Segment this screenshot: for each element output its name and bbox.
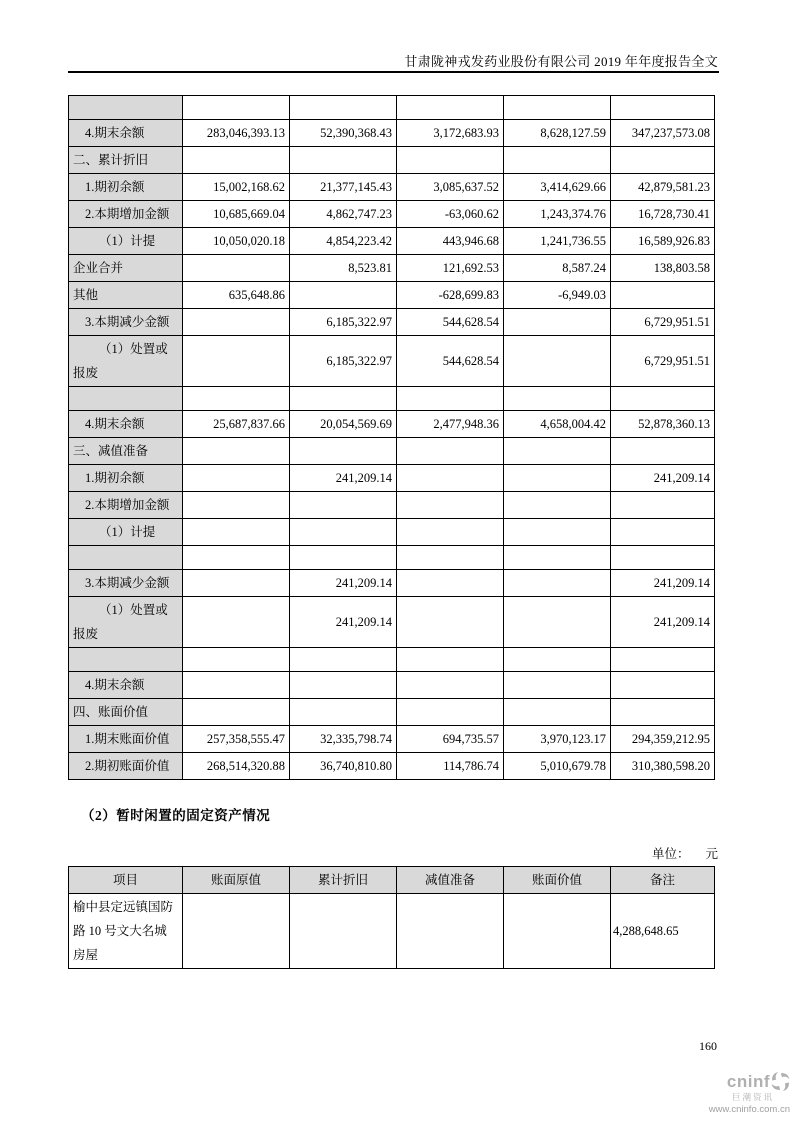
value-cell bbox=[290, 894, 397, 969]
table-row bbox=[69, 282, 715, 309]
value-cell: 138,803.58 bbox=[611, 255, 715, 282]
value-cell bbox=[183, 699, 290, 726]
row-label-cell: 1.期初余额 bbox=[69, 465, 183, 492]
value-cell bbox=[290, 699, 397, 726]
value-cell bbox=[504, 492, 611, 519]
value-cell: 544,628.54 bbox=[397, 336, 504, 387]
value-cell bbox=[611, 519, 715, 546]
unit-line bbox=[68, 844, 718, 862]
value-cell: 1,243,374.76 bbox=[504, 201, 611, 228]
value-cell bbox=[504, 597, 611, 648]
value-cell bbox=[183, 465, 290, 492]
value-cell bbox=[397, 894, 504, 969]
value-cell: 3,970,123.17 bbox=[504, 726, 611, 753]
value-cell bbox=[611, 147, 715, 174]
fixed-assets-table bbox=[68, 95, 715, 780]
value-cell bbox=[504, 147, 611, 174]
table-row bbox=[69, 648, 715, 672]
logo-brand-row bbox=[704, 1072, 790, 1091]
value-cell: 4,658,004.42 bbox=[504, 411, 611, 438]
value-cell: 6,185,322.97 bbox=[290, 336, 397, 387]
idle-assets-tbody bbox=[69, 894, 715, 969]
value-cell bbox=[397, 387, 504, 411]
value-cell: 121,692.53 bbox=[397, 255, 504, 282]
value-cell: 6,729,951.51 bbox=[611, 309, 715, 336]
value-cell: 52,878,360.13 bbox=[611, 411, 715, 438]
value-cell bbox=[290, 96, 397, 120]
value-cell: 268,514,320.88 bbox=[183, 753, 290, 780]
value-cell bbox=[611, 387, 715, 411]
value-cell bbox=[611, 699, 715, 726]
table-row bbox=[69, 570, 715, 597]
value-cell: 241,209.14 bbox=[290, 570, 397, 597]
table-row bbox=[69, 336, 715, 387]
table-row bbox=[69, 465, 715, 492]
column-header: 备注 bbox=[611, 867, 715, 894]
table-row bbox=[69, 96, 715, 120]
value-cell bbox=[504, 648, 611, 672]
value-cell: 8,587.24 bbox=[504, 255, 611, 282]
value-cell: 241,209.14 bbox=[290, 465, 397, 492]
value-cell bbox=[397, 672, 504, 699]
value-cell: 10,685,669.04 bbox=[183, 201, 290, 228]
table-row bbox=[69, 174, 715, 201]
row-label-cell: 4.期末余额 bbox=[69, 411, 183, 438]
value-cell: 25,687,837.66 bbox=[183, 411, 290, 438]
value-cell bbox=[290, 492, 397, 519]
row-label-cell bbox=[69, 387, 183, 411]
row-label-cell bbox=[69, 96, 183, 120]
table-row bbox=[69, 546, 715, 570]
unit-label: 单位： bbox=[651, 847, 690, 861]
value-cell bbox=[504, 894, 611, 969]
value-cell bbox=[397, 96, 504, 120]
swirl-icon bbox=[771, 1072, 790, 1091]
page-number: 160 bbox=[699, 1039, 717, 1053]
value-cell bbox=[611, 282, 715, 309]
value-cell bbox=[183, 492, 290, 519]
table-row bbox=[69, 726, 715, 753]
value-cell bbox=[397, 597, 504, 648]
row-label-cell: 2.期初账面价值 bbox=[69, 753, 183, 780]
value-cell bbox=[397, 546, 504, 570]
table-row bbox=[69, 309, 715, 336]
value-cell bbox=[183, 309, 290, 336]
table-row bbox=[69, 201, 715, 228]
table-row bbox=[69, 387, 715, 411]
value-cell: 1,241,736.55 bbox=[504, 228, 611, 255]
unit-value: 元 bbox=[705, 847, 718, 861]
value-cell bbox=[290, 672, 397, 699]
value-cell: 21,377,145.43 bbox=[290, 174, 397, 201]
value-cell: 114,786.74 bbox=[397, 753, 504, 780]
column-header: 账面价值 bbox=[504, 867, 611, 894]
value-cell: 20,054,569.69 bbox=[290, 411, 397, 438]
value-cell: 8,523.81 bbox=[290, 255, 397, 282]
value-cell bbox=[397, 438, 504, 465]
row-label-cell: 1.期初余额 bbox=[69, 174, 183, 201]
fixed-assets-tbody bbox=[69, 96, 715, 780]
value-cell bbox=[183, 894, 290, 969]
value-cell: 32,335,798.74 bbox=[290, 726, 397, 753]
value-cell bbox=[611, 492, 715, 519]
value-cell: 6,729,951.51 bbox=[611, 336, 715, 387]
value-cell bbox=[504, 387, 611, 411]
value-cell: 3,172,683.93 bbox=[397, 120, 504, 147]
value-cell bbox=[611, 672, 715, 699]
value-cell: 257,358,555.47 bbox=[183, 726, 290, 753]
value-cell: 6,185,322.97 bbox=[290, 309, 397, 336]
value-cell bbox=[290, 282, 397, 309]
value-cell bbox=[611, 438, 715, 465]
table-row bbox=[69, 597, 715, 648]
logo-brand-text: cninf bbox=[726, 1072, 770, 1091]
value-cell bbox=[504, 438, 611, 465]
table-row bbox=[69, 228, 715, 255]
row-label-cell: 3.本期减少金额 bbox=[69, 309, 183, 336]
value-cell: 15,002,168.62 bbox=[183, 174, 290, 201]
value-cell: 52,390,368.43 bbox=[290, 120, 397, 147]
value-cell bbox=[504, 546, 611, 570]
value-cell bbox=[183, 438, 290, 465]
row-label-cell: 2.本期增加金额 bbox=[69, 201, 183, 228]
value-cell bbox=[183, 570, 290, 597]
table-row bbox=[69, 753, 715, 780]
value-cell: 8,628,127.59 bbox=[504, 120, 611, 147]
table-row bbox=[69, 672, 715, 699]
value-cell bbox=[290, 648, 397, 672]
value-cell: 544,628.54 bbox=[397, 309, 504, 336]
header-rule bbox=[68, 71, 719, 73]
value-cell bbox=[183, 546, 290, 570]
row-label-cell: 其他 bbox=[69, 282, 183, 309]
value-cell: 294,359,212.95 bbox=[611, 726, 715, 753]
value-cell: 241,209.14 bbox=[611, 465, 715, 492]
row-label-cell: 三、减值准备 bbox=[69, 438, 183, 465]
value-cell: 347,237,573.08 bbox=[611, 120, 715, 147]
row-label-cell: 4.期末余额 bbox=[69, 672, 183, 699]
value-cell bbox=[397, 648, 504, 672]
section-heading: （2）暂时闲置的固定资产情况 bbox=[81, 808, 271, 823]
value-cell bbox=[504, 336, 611, 387]
value-cell: 283,046,393.13 bbox=[183, 120, 290, 147]
value-cell bbox=[504, 465, 611, 492]
value-cell bbox=[183, 147, 290, 174]
idle-assets-header-row bbox=[69, 867, 715, 894]
value-cell bbox=[397, 570, 504, 597]
value-cell bbox=[183, 672, 290, 699]
value-cell bbox=[183, 648, 290, 672]
value-cell: -628,699.83 bbox=[397, 282, 504, 309]
value-cell bbox=[504, 672, 611, 699]
row-label-cell: （1）处置或报废 bbox=[69, 336, 183, 387]
note-cell: 4,288,648.65 bbox=[611, 894, 715, 969]
value-cell: -63,060.62 bbox=[397, 201, 504, 228]
value-cell bbox=[504, 570, 611, 597]
table-row bbox=[69, 411, 715, 438]
value-cell bbox=[183, 387, 290, 411]
row-label-cell bbox=[69, 648, 183, 672]
row-label-cell: （1）计提 bbox=[69, 519, 183, 546]
column-header: 账面原值 bbox=[183, 867, 290, 894]
value-cell: 635,648.86 bbox=[183, 282, 290, 309]
value-cell: 694,735.57 bbox=[397, 726, 504, 753]
row-label-cell: 二、累计折旧 bbox=[69, 147, 183, 174]
logo-url: www.cninfo.com.cn bbox=[708, 1103, 790, 1115]
value-cell bbox=[397, 147, 504, 174]
value-cell: 5,010,679.78 bbox=[504, 753, 611, 780]
row-label-cell bbox=[69, 546, 183, 570]
row-label-cell: 1.期末账面价值 bbox=[69, 726, 183, 753]
cninfo-logo bbox=[704, 1072, 790, 1114]
value-cell: 241,209.14 bbox=[290, 597, 397, 648]
page-header-title: 甘肃陇神戎发药业股份有限公司 2019 年年度报告全文 bbox=[404, 54, 718, 69]
value-cell: 42,879,581.23 bbox=[611, 174, 715, 201]
value-cell bbox=[397, 519, 504, 546]
column-header: 项目 bbox=[69, 867, 183, 894]
value-cell bbox=[183, 336, 290, 387]
row-label-cell: 四、账面价值 bbox=[69, 699, 183, 726]
row-label-cell: （1）计提 bbox=[69, 228, 183, 255]
value-cell: 443,946.68 bbox=[397, 228, 504, 255]
value-cell: 36,740,810.80 bbox=[290, 753, 397, 780]
table-row bbox=[69, 699, 715, 726]
value-cell bbox=[611, 546, 715, 570]
value-cell bbox=[290, 387, 397, 411]
value-cell bbox=[504, 519, 611, 546]
value-cell bbox=[397, 699, 504, 726]
row-label-cell: 企业合并 bbox=[69, 255, 183, 282]
value-cell bbox=[611, 648, 715, 672]
logo-chinese-text: 巨潮资讯 bbox=[731, 1092, 774, 1102]
value-cell bbox=[397, 465, 504, 492]
value-cell: 3,085,637.52 bbox=[397, 174, 504, 201]
item-label-cell: 榆中县定远镇国防路 10 号文大名城房屋 bbox=[69, 894, 183, 969]
table-row bbox=[69, 147, 715, 174]
column-header: 累计折旧 bbox=[290, 867, 397, 894]
value-cell: 241,209.14 bbox=[611, 597, 715, 648]
value-cell: -6,949.03 bbox=[504, 282, 611, 309]
value-cell: 241,209.14 bbox=[611, 570, 715, 597]
table-row bbox=[69, 255, 715, 282]
value-cell bbox=[290, 438, 397, 465]
row-label-cell: （1）处置或报废 bbox=[69, 597, 183, 648]
value-cell bbox=[290, 546, 397, 570]
value-cell bbox=[504, 699, 611, 726]
value-cell bbox=[183, 255, 290, 282]
column-header: 减值准备 bbox=[397, 867, 504, 894]
value-cell: 16,589,926.83 bbox=[611, 228, 715, 255]
value-cell: 10,050,020.18 bbox=[183, 228, 290, 255]
value-cell bbox=[504, 309, 611, 336]
value-cell: 16,728,730.41 bbox=[611, 201, 715, 228]
value-cell: 3,414,629.66 bbox=[504, 174, 611, 201]
value-cell bbox=[183, 597, 290, 648]
table-row bbox=[69, 492, 715, 519]
table-row bbox=[69, 894, 715, 969]
value-cell: 4,854,223.42 bbox=[290, 228, 397, 255]
value-cell bbox=[183, 519, 290, 546]
value-cell bbox=[611, 96, 715, 120]
value-cell: 2,477,948.36 bbox=[397, 411, 504, 438]
idle-assets-table bbox=[68, 866, 715, 969]
table-row bbox=[69, 438, 715, 465]
row-label-cell: 2.本期增加金额 bbox=[69, 492, 183, 519]
value-cell bbox=[183, 96, 290, 120]
table-row bbox=[69, 120, 715, 147]
value-cell: 4,862,747.23 bbox=[290, 201, 397, 228]
table-row bbox=[69, 519, 715, 546]
value-cell: 310,380,598.20 bbox=[611, 753, 715, 780]
row-label-cell: 4.期末余额 bbox=[69, 120, 183, 147]
value-cell bbox=[504, 96, 611, 120]
value-cell bbox=[397, 492, 504, 519]
value-cell bbox=[290, 519, 397, 546]
row-label-cell: 3.本期减少金额 bbox=[69, 570, 183, 597]
value-cell bbox=[290, 147, 397, 174]
